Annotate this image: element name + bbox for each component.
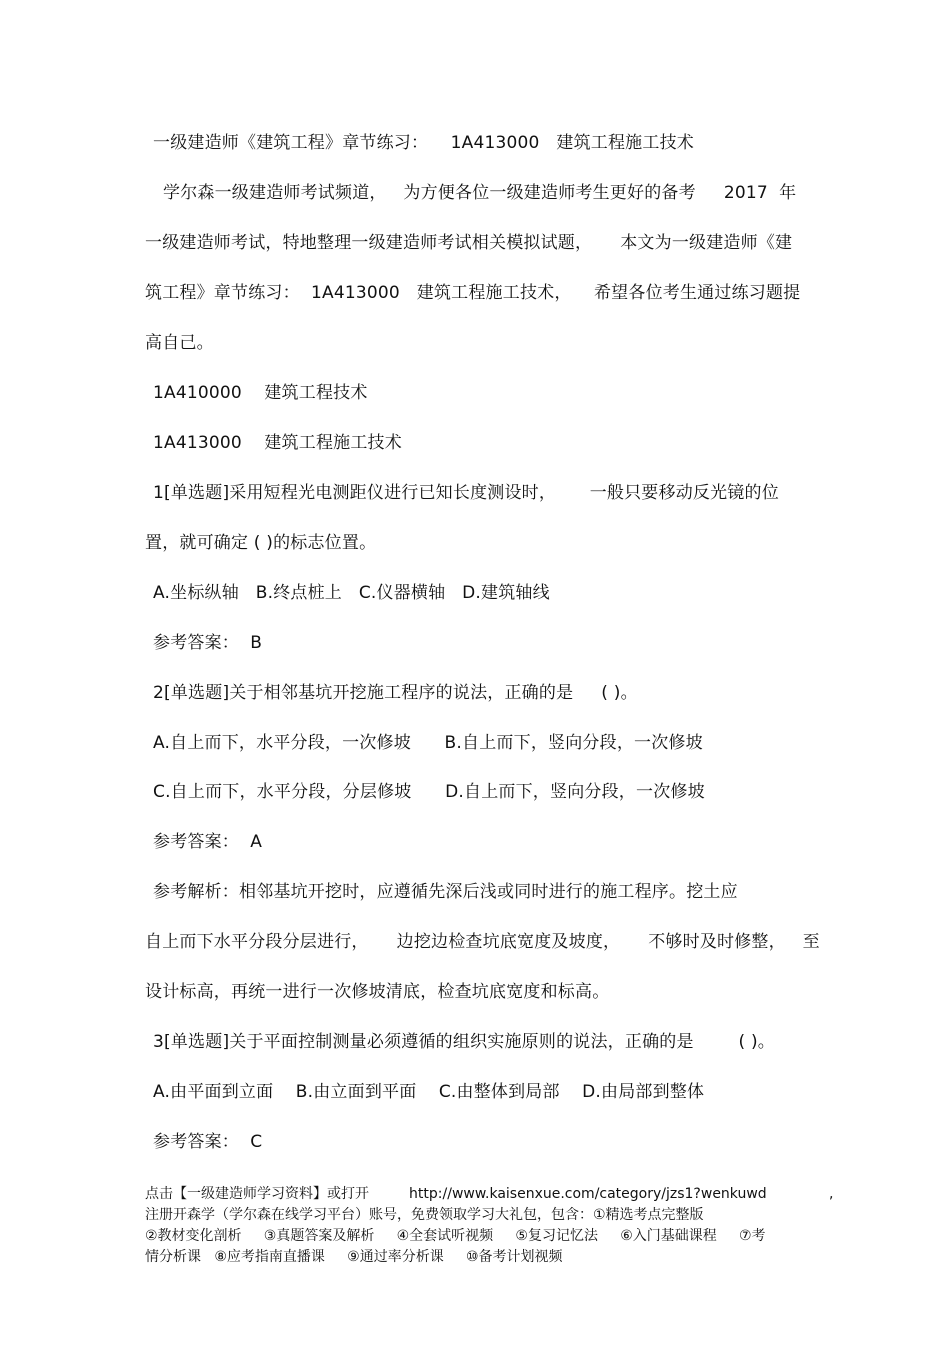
section-heading-1: 1A410000 建筑工程技术: [153, 383, 368, 403]
intro-line-3: 筑工程》章节练习： 1A413000 建筑工程施工技术， 希望各位考生通过练习题提: [145, 283, 801, 303]
intro-line-2: 一级建造师考试，特地整理一级建造师考试相关模拟试题， 本文为一级建造师《建: [145, 233, 793, 253]
question-3-options: A.由平面到立面 B.由立面到平面 C.由整体到局部 D.由局部到整体: [153, 1082, 705, 1102]
footer-line-3: ②教材变化剖析 ③真题答案及解析 ④全套试听视频 ⑤复习记忆法 ⑥入门基础课程 ⑦考: [145, 1228, 766, 1244]
intro-line-1: 学尔森一级建造师考试频道， 为方便各位一级建造师考生更好的备考 2017 年: [163, 183, 797, 203]
question-3-answer: 参考答案： C: [153, 1132, 263, 1152]
question-2-analysis-line-1: 参考解析：相邻基坑开挖时，应遵循先深后浅或同时进行的施工程序。挖土应: [153, 882, 738, 902]
footer-line-1: 点击【一级建造师学习资料】或打开 http://www.kaisenxue.com/category/jzs1?wenkuwd ,: [145, 1186, 834, 1202]
section-heading-2: 1A413000 建筑工程施工技术: [153, 433, 402, 453]
question-2-options-line-1: A.自上而下，水平分段，一次修坡 B.自上而下，竖向分段，一次修坡: [153, 733, 703, 753]
footer-line-4: 情分析课 ⑧应考指南直播课 ⑨通过率分析课 ⑩备考计划视频: [145, 1249, 563, 1265]
question-3-stem: 3[单选题]关于平面控制测量必须遵循的组织实施原则的说法，正确的是 ( )。: [153, 1032, 775, 1052]
question-1-stem-line-1: 1[单选题]采用短程光电测距仪进行已知长度测设时， 一般只要移动反光镜的位: [153, 483, 779, 503]
question-2-answer: 参考答案： A: [153, 832, 263, 852]
question-2-analysis-line-3: 设计标高，再统一进行一次修坡清底，检查坑底宽度和标高。: [145, 982, 610, 1002]
question-2-options-line-2: C.自上而下，水平分段，分层修坡 D.自上而下，竖向分段，一次修坡: [153, 782, 705, 802]
document-title: 一级建造师《建筑工程》章节练习： 1A413000 建筑工程施工技术: [153, 133, 694, 153]
intro-line-4: 高自己。: [145, 333, 214, 353]
footer-line-2: 注册开森学（学尔森在线学习平台）账号，免费领取学习大礼包，包含：①精选考点完整版: [145, 1207, 704, 1223]
question-1-stem-line-2: 置，就可确定 ( )的标志位置。: [145, 533, 377, 553]
question-1-answer: 参考答案： B: [153, 633, 263, 653]
question-2-analysis-line-2: 自上而下水平分段分层进行， 边挖边检查坑底宽度及坡度， 不够时及时修整， 至: [145, 932, 820, 952]
question-2-stem: 2[单选题]关于相邻基坑开挖施工程序的说法，正确的是 ( )。: [153, 683, 638, 703]
question-1-options: A.坐标纵轴 B.终点桩上 C.仪器横轴 D.建筑轴线: [153, 583, 550, 603]
